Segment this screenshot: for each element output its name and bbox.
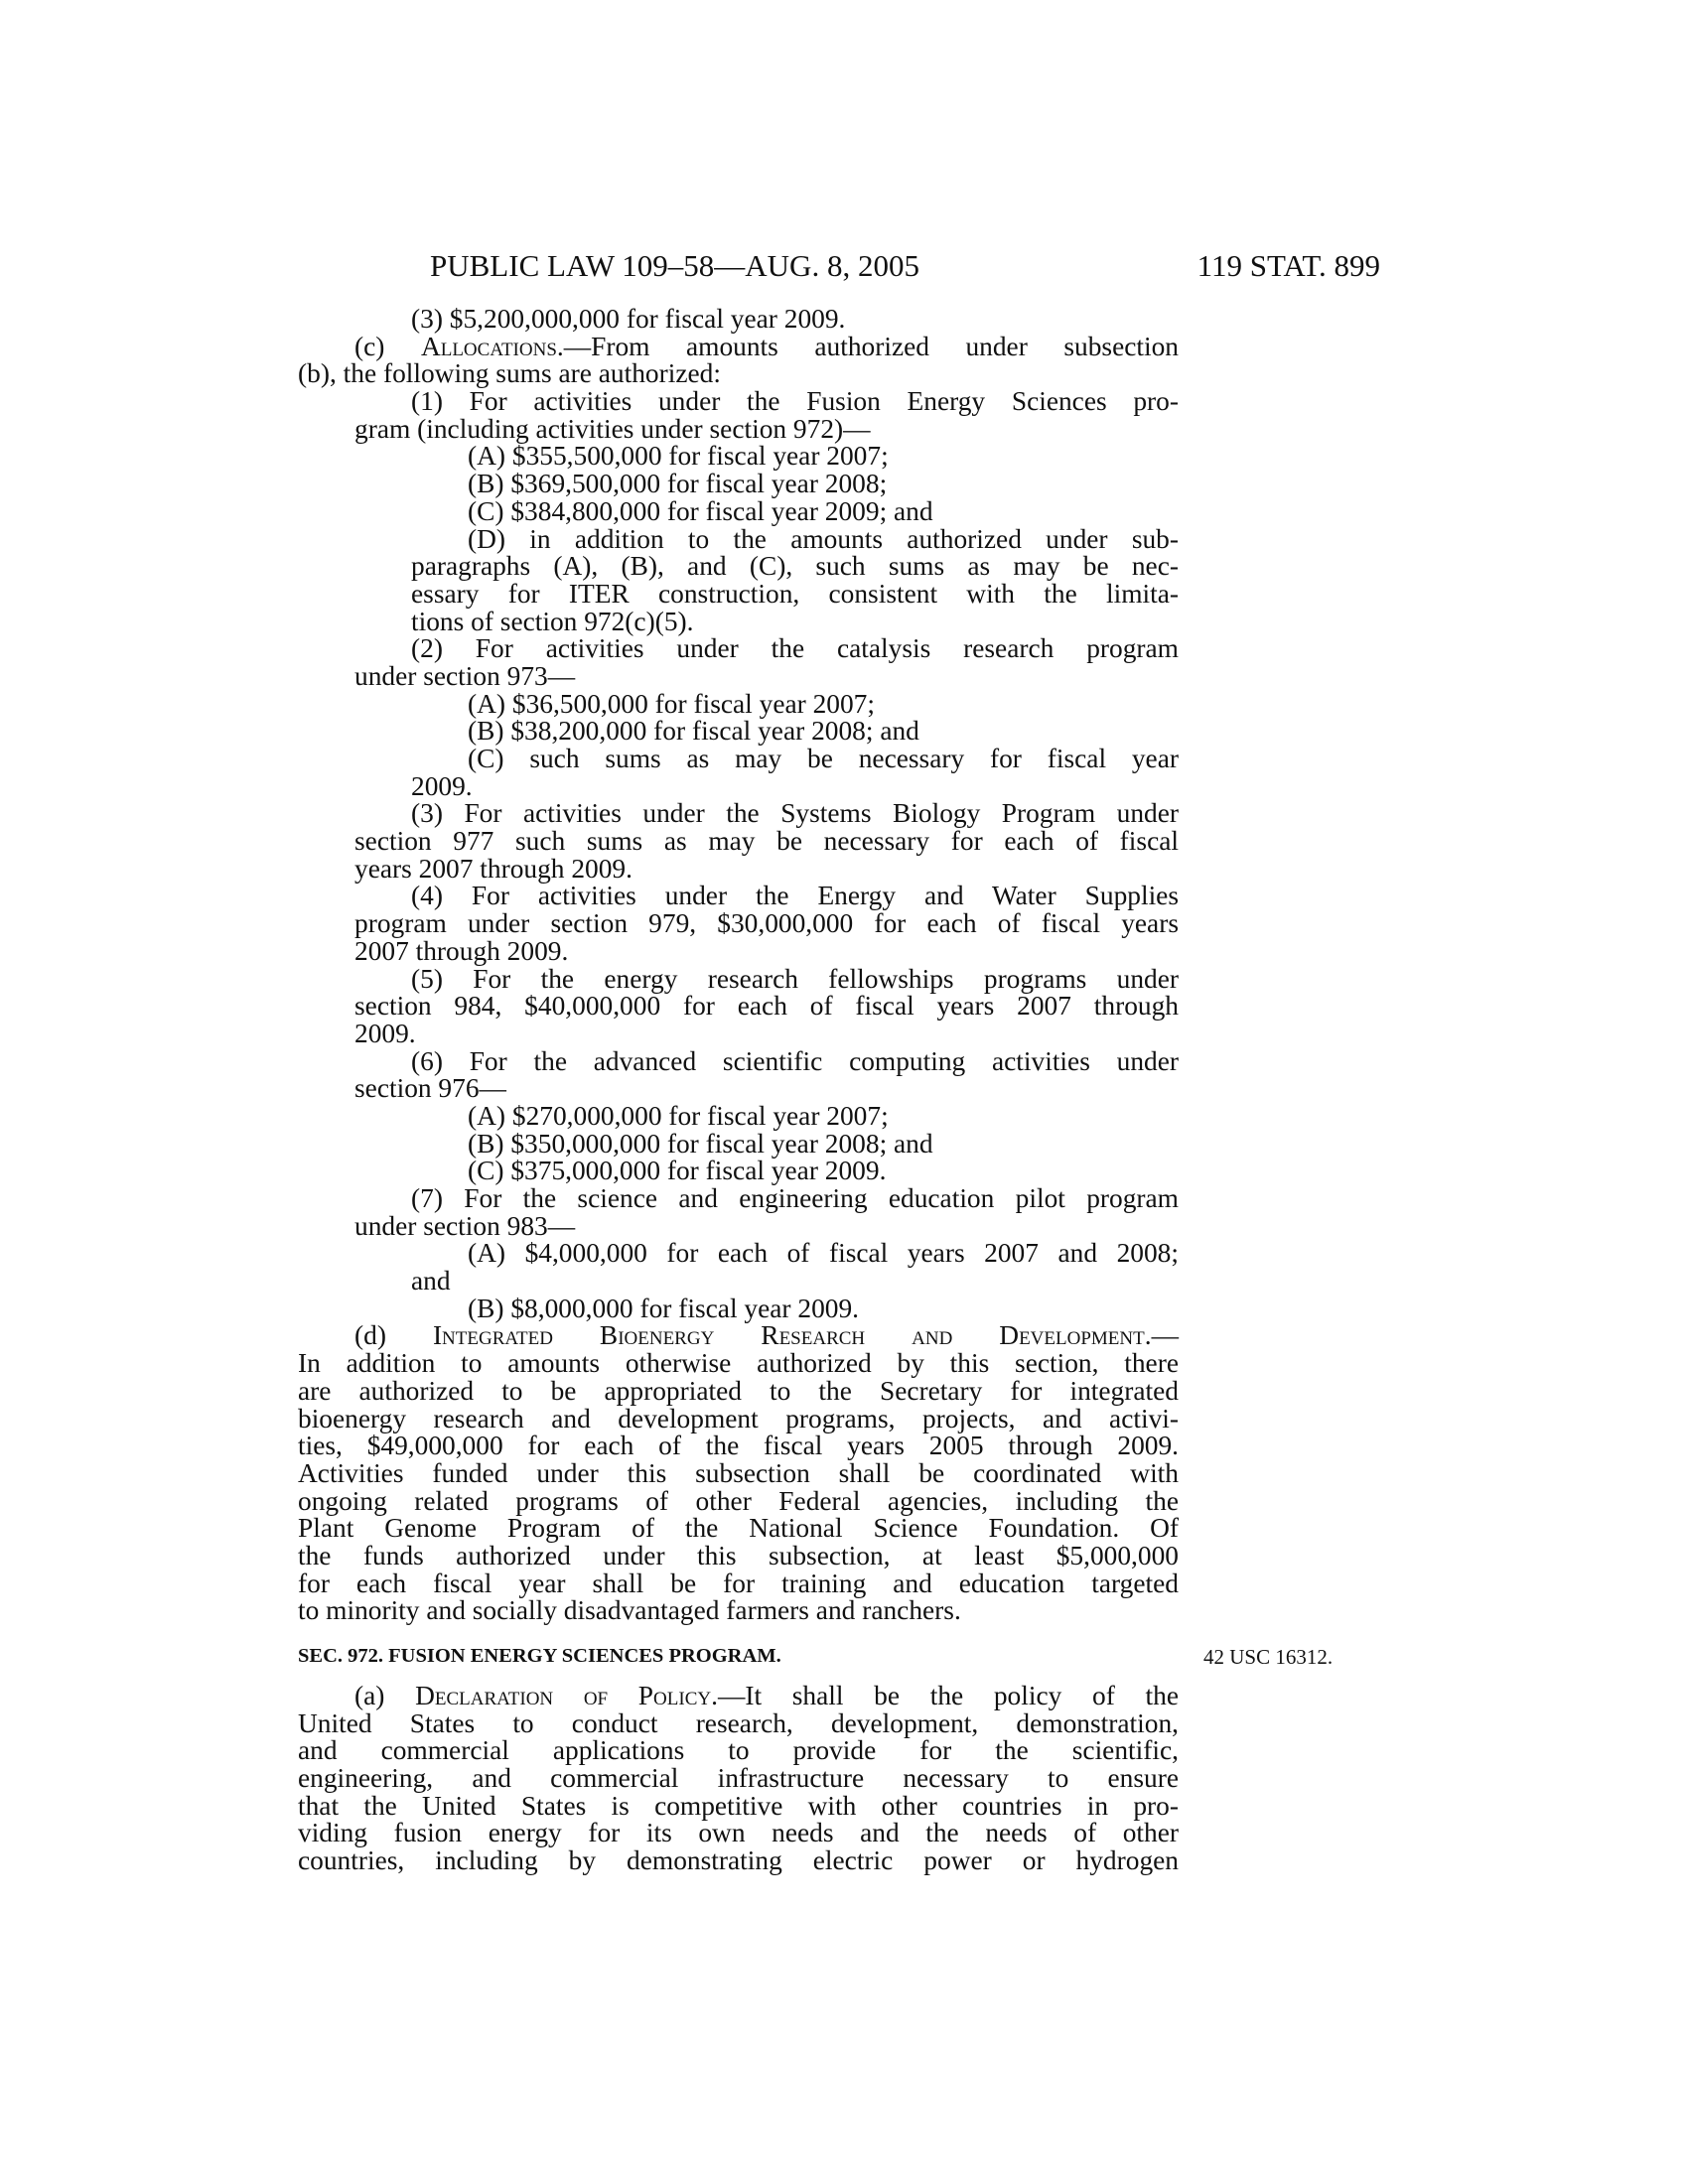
body-text <box>298 306 1179 1625</box>
text-line: viding fusion energy for its own needs and the needs of other <box>298 1818 1179 1848</box>
subsection-heading: Integrated Bioenergy Research and Development <box>432 1320 1145 1351</box>
text-line: and <box>411 1266 451 1297</box>
text-line: (A) $4,000,000 for each of fiscal years 2007 and 2008; <box>468 1238 1179 1269</box>
text-line: (A) $270,000,000 for fiscal year 2007; <box>468 1100 889 1131</box>
text-line: under section 973— <box>354 660 576 691</box>
text-line: (B) $369,500,000 for fiscal year 2008; <box>468 469 888 499</box>
text-line: 2009. <box>411 770 473 801</box>
text-line: (7) For the science and engineering education pilot program <box>411 1183 1179 1213</box>
text-line: (3) For activities under the Systems Biology Program under <box>411 798 1179 829</box>
text-line: In addition to amounts otherwise authorized by this section, there <box>298 1348 1179 1379</box>
text-line: and commercial applications to provide for the scientific, <box>298 1735 1179 1766</box>
text-line: (C) $375,000,000 for fiscal year 2009. <box>468 1156 887 1186</box>
text-line: (6) For the advanced scientific computing activities under <box>411 1045 1179 1076</box>
running-head: PUBLIC LAW 109–58—AUG. 8, 2005 <box>430 248 919 283</box>
text-line: to minority and socially disadvantaged farmers and ranchers. <box>298 1595 961 1626</box>
text-line: section 976— <box>354 1073 506 1104</box>
text-line: (C) such sums as may be necessary for fiscal year <box>468 744 1179 773</box>
text-line: (3) $5,200,000,000 for fiscal year 2009. <box>411 304 846 334</box>
text-line: Plant Genome Program of the National Science Foundation. Of <box>298 1513 1179 1544</box>
line-text: .—It shall be the policy of the <box>711 1681 1179 1710</box>
line-text: .— <box>1144 1320 1179 1351</box>
text-line: (A) $36,500,000 for fiscal year 2007; <box>468 688 875 719</box>
text-line: (5) For the energy research fellowships programs under <box>411 963 1179 994</box>
text-line: ties, $49,000,000 for each of the fiscal years 2005 through 2009. <box>298 1431 1179 1461</box>
text-line: Activities funded under this subsection shall be coordinated with <box>298 1457 1179 1488</box>
text-line: under section 983— <box>354 1210 576 1241</box>
text-line: are authorized to be appropriated to the Secretary for integrated <box>298 1375 1179 1406</box>
text-line: (4) For activities under the Energy and Water Supplies <box>411 881 1179 911</box>
text-line: bioenergy research and development programs, projects, and activi- <box>298 1403 1179 1433</box>
subsection-heading: Declaration of Policy <box>415 1681 712 1710</box>
text-line: years 2007 through 2009. <box>354 853 633 884</box>
text-line: United States to conduct research, development, demonstration, <box>298 1707 1179 1738</box>
text-line: that the United States is competitive with other countries in pro- <box>298 1790 1179 1821</box>
text-line: paragraphs (A), (B), and (C), such sums as may be nec- <box>411 551 1179 582</box>
text-line: section 984, $40,000,000 for each of fiscal years 2007 through <box>354 991 1179 1022</box>
text-line: tions of section 972(c)(5). <box>411 606 694 636</box>
subsection-marker: (c) <box>354 331 421 361</box>
text-line: (A) $355,500,000 for fiscal year 2007; <box>468 441 889 472</box>
running-header <box>298 248 1380 288</box>
subsection-marker: (d) <box>354 1320 433 1351</box>
text-line: (2) For activities under the catalysis research program <box>411 633 1179 664</box>
text-line: for each fiscal year shall be for training and education targeted <box>298 1568 1179 1598</box>
text-line: (b), the following sums are authorized: <box>298 358 721 389</box>
line-text: .—From amounts authorized under subsection <box>556 331 1179 361</box>
text-line: engineering, and commercial infrastructure necessary to ensure <box>298 1763 1179 1794</box>
text-line: (B) $8,000,000 for fiscal year 2009. <box>468 1293 860 1323</box>
subsection-marker: (a) <box>354 1681 416 1710</box>
text-line <box>298 1683 1179 1710</box>
text-line: program under section 979, $30,000,000 for each of fiscal years <box>354 908 1179 939</box>
text-line: 2007 through 2009. <box>354 935 569 966</box>
text-line: (B) $38,200,000 for fiscal year 2008; and <box>468 716 919 747</box>
section-text <box>298 1683 1179 1875</box>
subsection-heading: Allocations <box>420 331 557 361</box>
text-line: section 977 such sums as may be necessary for each of fiscal <box>354 826 1179 857</box>
text-line: 2009. <box>354 1018 416 1048</box>
margin-citation: 42 USC 16312. <box>1203 1645 1334 1669</box>
text-line: ongoing related programs of other Federal agencies, including the <box>298 1485 1179 1516</box>
text-line: (D) in addition to the amounts authorized under sub- <box>468 523 1179 554</box>
text-line: essary for ITER construction, consistent with the limita- <box>411 578 1179 609</box>
text-line: the funds authorized under this subsection, at least $5,000,000 <box>298 1540 1179 1570</box>
text-line <box>298 331 1179 361</box>
section-heading: SEC. 972. FUSION ENERGY SCIENCES PROGRAM. <box>298 1645 781 1667</box>
text-line: countries, including by demonstrating electric power or hydrogen <box>298 1845 1179 1876</box>
text-line: (1) For activities under the Fusion Energy Sciences pro- <box>411 386 1179 417</box>
text-line: gram (including activities under section 972)— <box>354 413 871 444</box>
text-line: (B) $350,000,000 for fiscal year 2008; and <box>468 1128 933 1159</box>
text-line <box>298 1322 1179 1350</box>
page-number: 119 STAT. 899 <box>1196 248 1380 283</box>
text-line: (C) $384,800,000 for fiscal year 2009; and <box>468 495 933 526</box>
